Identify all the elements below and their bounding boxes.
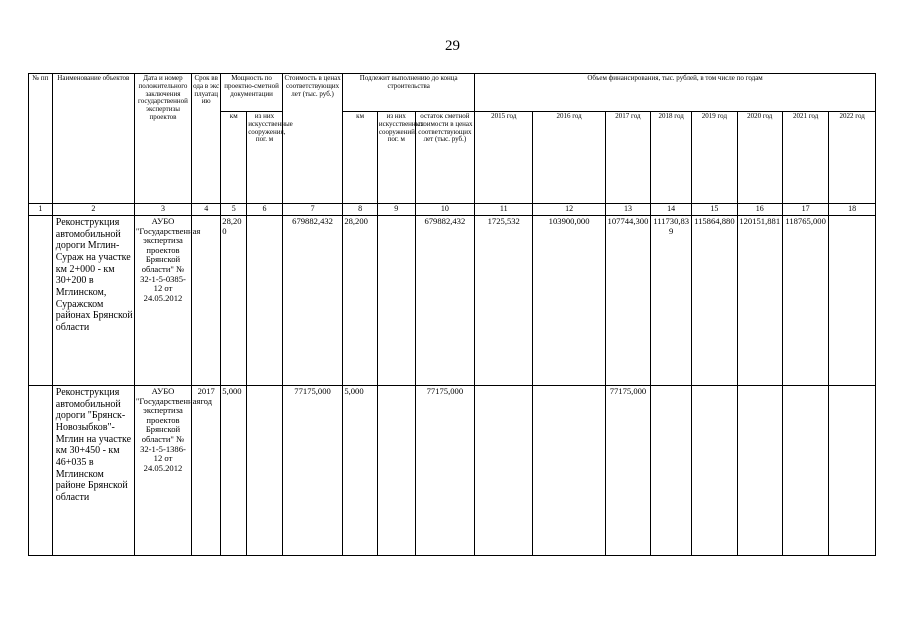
financing-2017: 77175,000	[605, 385, 650, 555]
header-remaining-structures: из них искусственных сооружений, пог. м	[377, 112, 415, 204]
column-number: 5	[221, 204, 247, 216]
capacity-structures	[247, 385, 283, 555]
header-year-2019: 2019 год	[692, 112, 737, 204]
header-remaining-km: км	[343, 112, 378, 204]
remaining-cost: 77175,000	[415, 385, 474, 555]
header-year-2017: 2017 год	[605, 112, 650, 204]
expertise-info: АУБО "Государственная экспертиза проектов Брянской области" № 32-1-5-1386-12 от 24.05.2012	[134, 385, 191, 555]
column-number: 6	[247, 204, 283, 216]
financing-2021: 118765,000	[782, 215, 828, 385]
column-number: 13	[605, 204, 650, 216]
remaining-cost: 679882,432	[415, 215, 474, 385]
column-number: 10	[415, 204, 474, 216]
column-number: 16	[737, 204, 782, 216]
capacity-km: 5,000	[221, 385, 247, 555]
header-year-2018: 2018 год	[651, 112, 692, 204]
column-number-row	[29, 204, 876, 216]
header-name: Наименование объектов	[52, 74, 134, 204]
header-financing: Объем финансирования, тыс. рублей, в том числе по годам	[475, 74, 876, 112]
column-number: 18	[829, 204, 876, 216]
remaining-structures	[377, 385, 415, 555]
financing-2018	[651, 385, 692, 555]
row-num	[29, 215, 53, 385]
column-number: 17	[782, 204, 828, 216]
column-number: 15	[692, 204, 737, 216]
capacity-km: 28,200	[221, 215, 247, 385]
remaining-km: 5,000	[343, 385, 378, 555]
financing-2020: 120151,881	[737, 215, 782, 385]
header-term: Срок ввода в эксплуатацию	[192, 74, 221, 204]
header-capacity-structures: из них искусственные сооружения, пог. м	[247, 112, 283, 204]
column-number: 7	[282, 204, 342, 216]
financing-2020	[737, 385, 782, 555]
column-number: 4	[192, 204, 221, 216]
header-capacity: Мощность по проектно-сметной документации	[221, 74, 283, 112]
column-number: 8	[343, 204, 378, 216]
financing-2016	[533, 385, 605, 555]
estimated-cost: 679882,432	[282, 215, 342, 385]
header-year-2022: 2022 год	[829, 112, 876, 204]
remaining-km: 28,200	[343, 215, 378, 385]
row-num	[29, 385, 53, 555]
estimated-cost: 77175,000	[282, 385, 342, 555]
header-year-2021: 2021 год	[782, 112, 828, 204]
financing-2015	[475, 385, 533, 555]
column-number: 14	[651, 204, 692, 216]
financing-2019	[692, 385, 737, 555]
header-year-2015: 2015 год	[475, 112, 533, 204]
table-row	[29, 385, 876, 555]
object-name: Реконструкция автомобильной дороги "Брянск-Новозыбков"-Мглин на участке км 30+450 - км 46+035 в Мглинском районе Брянской области	[52, 385, 134, 555]
financing-2022	[829, 385, 876, 555]
header-remaining: Подлежит выполнению до конца строительства	[343, 74, 475, 112]
table-row	[29, 215, 876, 385]
financing-2021	[782, 385, 828, 555]
header-capacity-km: км	[221, 112, 247, 204]
column-number: 2	[52, 204, 134, 216]
remaining-structures	[377, 215, 415, 385]
financing-2018: 111730,839	[651, 215, 692, 385]
expertise-info: АУБО "Государственная экспертиза проектов Брянской области" № 32-1-5-0385-12 от 24.05.2012	[134, 215, 191, 385]
header-year-2016: 2016 год	[533, 112, 605, 204]
header-num: № пп	[29, 74, 53, 204]
column-number: 12	[533, 204, 605, 216]
column-number: 3	[134, 204, 191, 216]
commissioning-term	[192, 215, 221, 385]
column-number: 9	[377, 204, 415, 216]
header-expertise: Дата и номер положительного заключения государственной экспертизы проектов	[134, 74, 191, 204]
column-number: 1	[29, 204, 53, 216]
capacity-structures	[247, 215, 283, 385]
object-name: Реконструкция автомобильной дороги Мглин-Сураж на участке км 2+000 - км 30+200 в Мглинском, Суражском районах Брянской области	[52, 215, 134, 385]
commissioning-term: 2017 год	[192, 385, 221, 555]
financing-2019: 115864,880	[692, 215, 737, 385]
financing-2016: 103900,000	[533, 215, 605, 385]
financing-2022	[829, 215, 876, 385]
page-number: 29	[445, 38, 460, 54]
investment-table	[28, 73, 876, 556]
header-year-2020: 2020 год	[737, 112, 782, 204]
financing-2015: 1725,532	[475, 215, 533, 385]
financing-2017: 107744,300	[605, 215, 650, 385]
header-remaining-cost: остаток сметной стоимости в ценах соответствующих лет (тыс. руб.)	[415, 112, 474, 204]
column-number: 11	[475, 204, 533, 216]
header-cost: Стоимость в ценах соответствующих лет (тыс. руб.)	[282, 74, 342, 204]
